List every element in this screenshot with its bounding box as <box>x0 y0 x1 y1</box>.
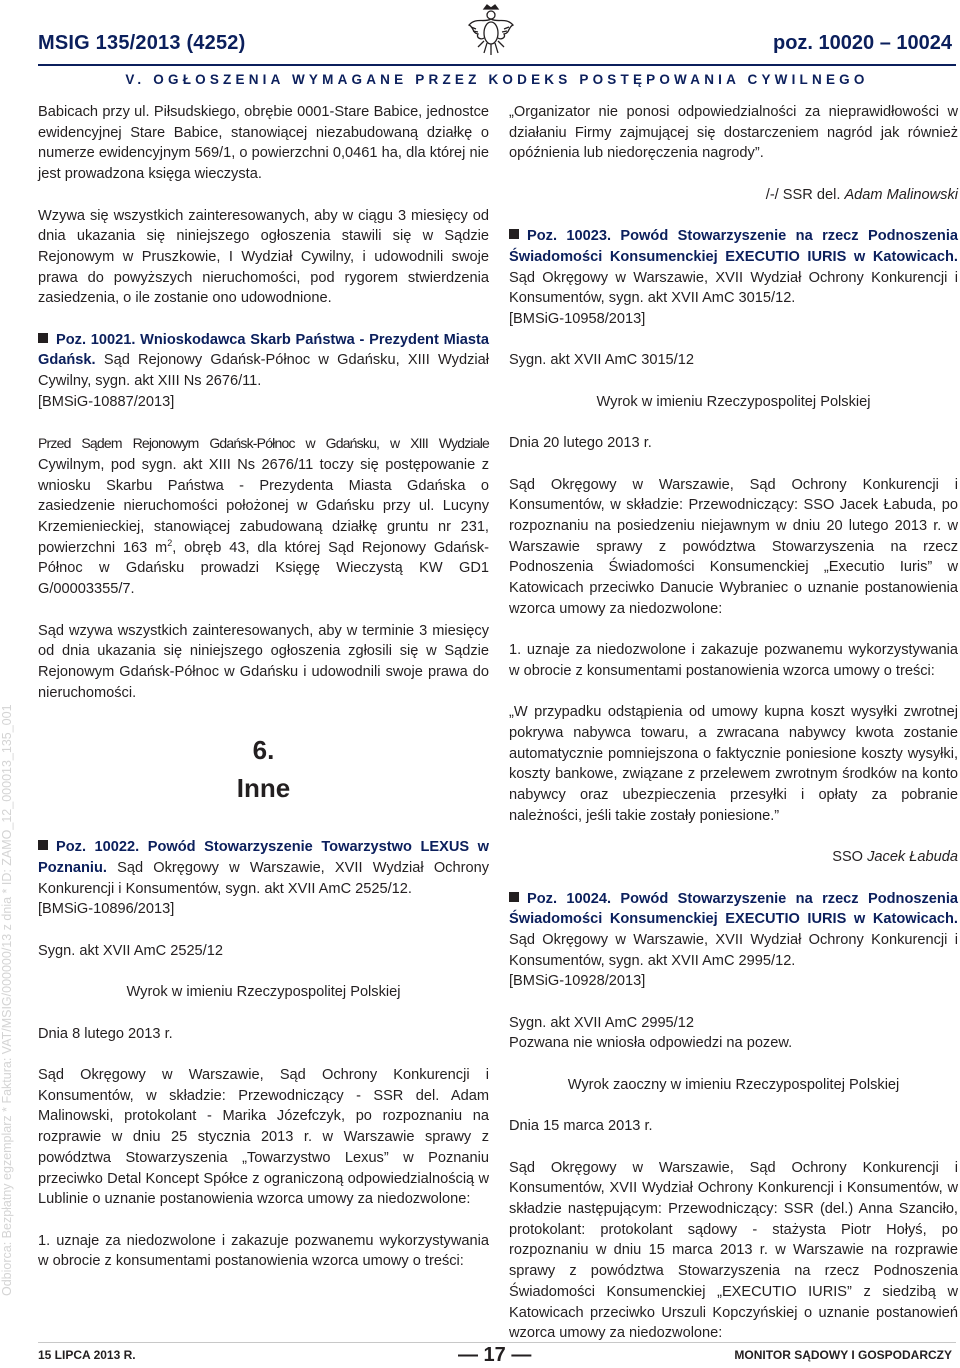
notice-court: Sąd Rejonowy Gdańsk-Północ w Gdańsku, XIII Wydział Cywilny, sygn. akt XIII Ns 2676/11. <box>38 352 489 390</box>
notice-heading <box>509 889 958 972</box>
paragraph: Wzywa się wszystkich zainteresowanych, aby w ciągu 3 miesięcy od dnia ukazania się niniejszego ogłoszenia stawili się w Sądzie Rejonowym w Pruszkowie, I Wydział Cywilny, i udowodnili swoje prawa do powyższych nieruchomości, pod rygorem stwierdzenia zasiedzenia, o ile zostanie ono udowodnione. <box>38 207 489 307</box>
paragraph: „Organizator nie ponosi odpowiedzialności za nieprawidłowości w działaniu Firmy zajmującej się dostarczeniem nagród jak również opóźnienia lub niedoręczenia nagrody”. <box>509 104 958 162</box>
judgment-date: Dnia 20 lutego 2013 r. <box>509 435 652 452</box>
section-bar <box>38 64 956 94</box>
side-watermark: Odbiorca: Bezpłatny egzemplarz * Faktura: VAT/MSIG/000000/13 z dnia * ID: ZAMO_12_000013_135_001 <box>0 704 14 1296</box>
notice-heading <box>38 837 489 899</box>
notice-title: Poz. 10022. Powód Stowarzyszenie Towarzystwo LEXUS w Poznaniu. <box>38 839 489 877</box>
judgment-title: Wyrok zaoczny w imieniu Rzeczypospolitej Polskiej <box>567 1076 900 1093</box>
paragraph: Sąd wzywa wszystkich zainteresowanych, aby w terminie 3 miesięcy od dnia ukazania się niniejszego ogłoszenia zgłosili się w Sądzie Rejonowym Gdańsk-Północ w Gdańsku i udowodnili swoje prawa do nieruchomości. <box>38 622 489 701</box>
issue-date: 15 LIPCA 2013 R. <box>38 1348 136 1362</box>
notice-court: Sąd Okręgowy w Warszawie, XVII Wydział Ochrony Konkurencji i Konsumentów, sygn. akt XVII AmC 3015/12. <box>509 269 958 307</box>
judgment-title: Wyrok w imieniu Rzeczypospolitej Polskiej <box>126 984 401 1001</box>
notice-reference: [BMSiG-10928/2013] <box>509 973 646 990</box>
section-label: Inne <box>236 773 291 804</box>
footer-divider <box>38 1342 956 1343</box>
superscript: 2 <box>167 537 173 548</box>
notice-heading <box>38 330 489 392</box>
signature-name: Jacek Łabuda <box>867 849 958 866</box>
signature-prefix: SSO <box>832 849 864 866</box>
eagle-emblem-icon <box>466 3 516 57</box>
paragraph: Sąd Okręgowy w Warszawie, Sąd Ochrony Konkurencji i Konsumentów, w składzie: Przewodniczący - SSR del. Adam Malinowski, protokolant - Marika Józefczyk, po rozpoznaniu na rozprawie w dniu 25 stycznia 2013 r. w Warszawie sprawy z powództwa Stowarzyszenia „Towarzystwo Lexus” w Poznaniu przeciwko Detal Koncept Spółce z ograniczoną odpowiedzialnością w Lublinie o uznanie postanowienia wzorca umowy za niedozwolone: <box>38 1067 489 1208</box>
signature <box>509 847 958 868</box>
notice-reference: [BMSiG-10896/2013] <box>38 901 175 918</box>
section-title: V. OGŁOSZENIA WYMAGANE PRZEZ KODEKS POSTĘPOWANIA CYWILNEGO <box>125 72 869 87</box>
paragraph: Sąd Okręgowy w Warszawie, Sąd Ochrony Konkurencji i Konsumentów, XVII Wydział Ochrony Konkurencji i Konsumentów, w składzie następującym: Przewodniczący: SSR (del.) Anna Szanciło, protokolant: protokolant sądowy - stażysta Piotr Hołyś, po rozpoznaniu w dniu 15 marca 2013 r. w Warszawie na rozprawie sprawy z powództwa Stowarzyszenia na rzecz Podnoszenia Świadomości Konsumenckiej „EXECUTIO IURIS” z siedzibą w Katowicach przeciwko Urszuli Kopczyńskiej o uznanie postanowień wzorca umowy za niedozwolone: <box>509 1159 958 1342</box>
paragraph-text: , obręb 43, dla której Sąd Rejonowy Gdańsk-Północ w Gdańsku prowadzi Księgę Wieczystą KW GD1 G/00003355/7. <box>38 539 489 598</box>
statement: Pozwana nie wniosła odpowiedzi na pozew. <box>509 1035 793 1052</box>
paragraph <box>38 433 489 600</box>
case-signature: Sygn. akt XVII AmC 3015/12 <box>509 352 694 369</box>
paragraph: Sąd Okręgowy w Warszawie, Sąd Ochrony Konkurencji i Konsumentów, w składzie: Przewodniczący: SSO Jacek Łabuda, po rozpoznaniu na posiedzeniu niejawnym w dniu 20 lutego 2013 r. w Warszawie sprawy z powództwa Stowarzyszenia na rzecz Podnoszenia Świadomości Konsumenckiej „Executio Iuris” w Katowicach przeciwko Danucie Wybraniec o uznanie postanowienia wzorca umowy za niedozwolone: <box>509 476 958 617</box>
signature <box>509 185 958 206</box>
section-number: 6. <box>252 735 275 766</box>
paragraph: 1. uznaje za niedozwolone i zakazuje pozwanemu wykorzystywania w obrocie z konsumentami postanowienia wzorca umowy o treści: <box>38 1232 489 1270</box>
notice-title: Poz. 10024. Powód Stowarzyszenie na rzecz Podnoszenia Świadomości Konsumenckiej EXECUTIO IURIS w Katowicach. <box>509 890 958 928</box>
paragraph: „W przypadku odstąpienia od umowy kupna koszt wysyłki zwrotnej pokrywa nabywca towaru, a zwracana nabywcy kwota zostanie automatycznie pomniejszona o faktycznie poniesione koszty wysyłki, koszty bankowe, związane z przelewem zwrotnym środków na konto nabywcy oraz ubezpieczenia przesyłki i opłaty za pobranie należności, jeśli takie zostały poniesione.” <box>509 704 958 824</box>
left-column <box>38 102 489 1293</box>
page-number: — 17 — <box>458 1344 532 1366</box>
notice-court: Sąd Okręgowy w Warszawie, XVII Wydział Ochrony Konkurencji i Konsumentów, sygn. akt XVII AmC 2995/12. <box>509 931 958 969</box>
case-signature: Sygn. akt XVII AmC 2525/12 <box>38 942 223 959</box>
publisher-name: MONITOR SĄDOWY I GOSPODARCZY <box>734 1348 952 1362</box>
notice-court: Sąd Okręgowy w Warszawie, XVII Wydział Ochrony Konkurencji i Konsumentów, sygn. akt XVII AmC 2525/12. <box>38 860 489 897</box>
notice-title: Poz. 10021. Wnioskodawca Skarb Państwa - Prezydent Miasta Gdańsk. <box>38 331 489 369</box>
paragraph: Babicach przy ul. Piłsudskiego, obrębie 0001-Stare Babice, jednostce ewidencyjnej Stare Babice, stanowiącej niezabudowaną działkę o numerze ewidencyjnym 569/1, o powierzchni 0,0461 ha, dla której nie jest prowadzona księga wieczysta. <box>38 104 489 183</box>
bullet-square-icon <box>38 333 48 343</box>
case-signature: Sygn. akt XVII AmC 2995/12 <box>509 1014 694 1031</box>
judgment-title: Wyrok w imieniu Rzeczypospolitej Polskiej <box>596 393 871 410</box>
bullet-square-icon <box>509 229 519 239</box>
right-column <box>509 102 958 1365</box>
signature-name: Adam Malinowski <box>844 186 958 203</box>
bullet-square-icon <box>38 840 48 850</box>
section-heading <box>38 731 489 807</box>
condensed-text: Przed Sądem Rejonowym Gdańsk-Północ w Gdańsku, w XIII Wydziale <box>38 435 489 452</box>
paragraph: 1. uznaje za niedozwolone i zakazuje pozwanemu wykorzystywania w obrocie z konsumentami postanowienia wzorca umowy o treści: <box>509 642 958 679</box>
notice-heading <box>509 226 958 309</box>
judgment-date: Dnia 8 lutego 2013 r. <box>38 1025 173 1042</box>
publication-number: MSIG 135/2013 (4252) <box>38 32 246 54</box>
notice-reference: [BMSiG-10958/2013] <box>509 311 646 327</box>
notice-reference: [BMSiG-10887/2013] <box>38 393 175 410</box>
bullet-square-icon <box>509 892 519 902</box>
judgment-date: Dnia 15 marca 2013 r. <box>509 1118 653 1135</box>
paragraph-text: Cywilnym, pod sygn. akt XIII Ns 2676/11 toczy się postępowanie z wniosku Skarbu Państwa - Prezydenta Miasta Gdańska o zasiedzenie nieruchomości położonej w Gdańsku przy ul. Lucyny Krzemienieckiej, stanowiącej zabudowaną działkę gruntu nr 231, powierzchni 163 m <box>38 456 489 556</box>
signature-prefix: /-/ SSR del. <box>765 186 841 203</box>
position-range: poz. 10020 – 10024 <box>772 32 952 54</box>
notice-title: Poz. 10023. Powód Stowarzyszenie na rzecz Podnoszenia Świadomości Konsumenckiej EXECUTIO IURIS w Katowicach. <box>509 228 958 265</box>
